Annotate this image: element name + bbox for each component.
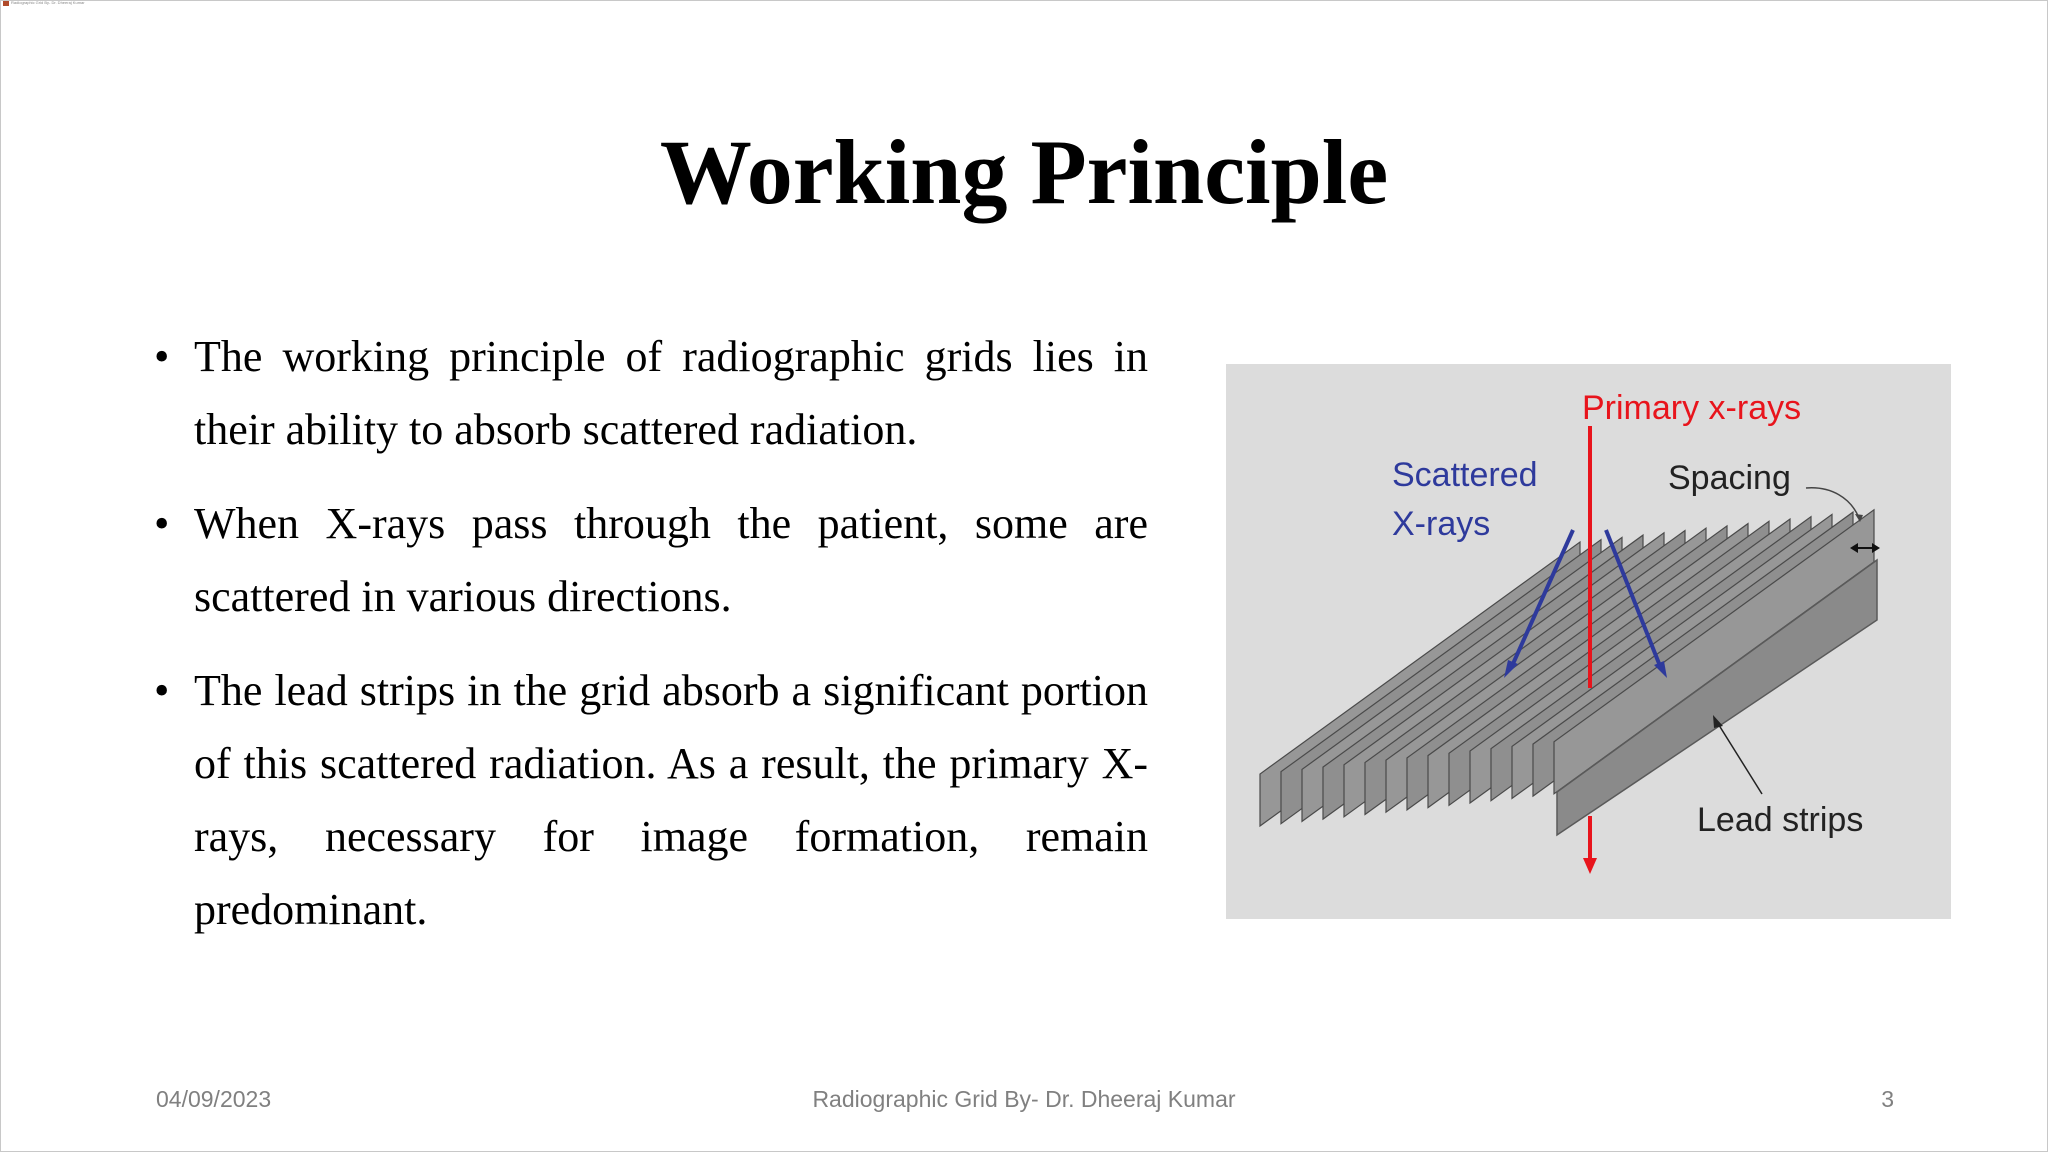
- footer-date: 04/09/2023: [156, 1086, 272, 1112]
- bullet-list: [150, 320, 1148, 967]
- scattered-label-line1: Scattered: [1392, 456, 1538, 494]
- bullet-item: [150, 654, 1148, 946]
- bullet-text: The lead strips in the grid absorb a significant portion of this scattered radiation. As a result, the primary X-rays, necessary for image formation, remain predominant.: [194, 666, 1148, 934]
- lead-label: Lead strips: [1697, 801, 1864, 839]
- bullet-item: [150, 487, 1148, 633]
- slide-title: Working Principle: [659, 121, 1389, 223]
- bullet-icon: •: [154, 666, 170, 715]
- bullet-text: The working principle of radiographic grids lies in their ability to absorb scattered radiation.: [194, 332, 1148, 454]
- page-number: 3: [1881, 1086, 1894, 1112]
- app-icon: [3, 1, 9, 6]
- primary-label: Primary x-rays: [1582, 389, 1802, 427]
- grid-diagram-svg: [1226, 364, 1951, 919]
- bullet-item: [150, 320, 1148, 466]
- bullet-icon: •: [154, 499, 170, 548]
- grid-diagram: [1226, 364, 1951, 919]
- primary-arrow-icon: [1583, 858, 1597, 874]
- spacing-right-arrow-icon: [1872, 543, 1880, 553]
- footer-title: Radiographic Grid By- Dr. Dheeraj Kumar: [812, 1086, 1236, 1112]
- window-caption: Radiographic Grid By- Dr. Dheeraj Kumar: [11, 0, 85, 5]
- spacing-label: Spacing: [1668, 459, 1791, 497]
- scattered-label-line2: X-rays: [1392, 505, 1491, 543]
- lead-pointer: [1717, 722, 1762, 794]
- bullet-icon: •: [154, 332, 170, 381]
- bullet-text: When X-rays pass through the patient, some are scattered in various directions.: [194, 499, 1148, 621]
